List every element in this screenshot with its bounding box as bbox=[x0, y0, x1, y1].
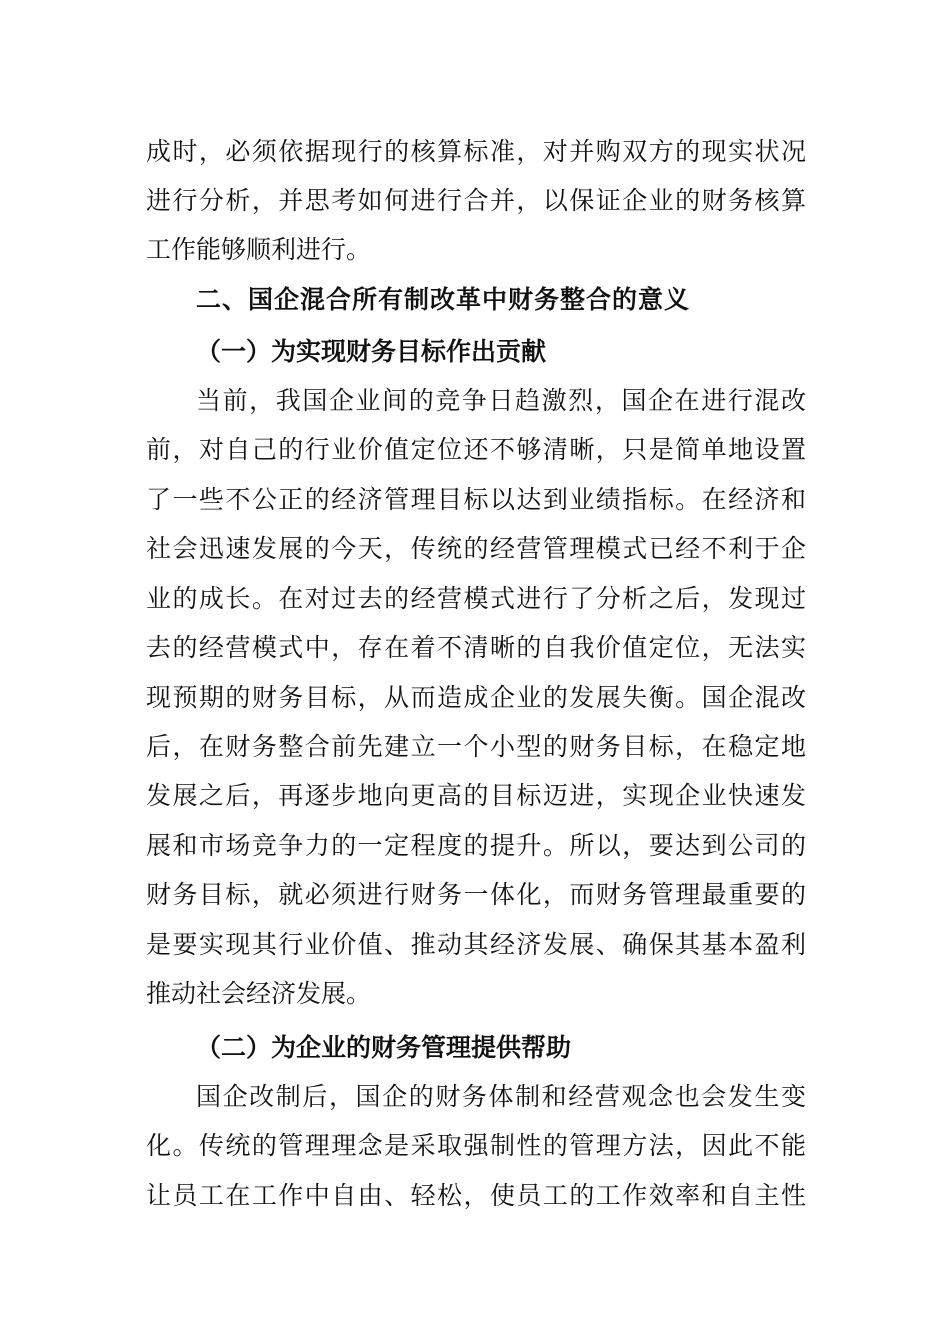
paragraph-line: 财务目标，就必须进行财务一体化，而财务管理最重要的 bbox=[146, 880, 806, 909]
paragraph-line: 现预期的财务目标，从而造成企业的发展失衡。国企混改 bbox=[146, 683, 806, 712]
subsection-heading: （一）为实现财务目标作出贡献 bbox=[196, 337, 547, 366]
paragraph-line: 国企改制后，国企的财务体制和经营观念也会发生变 bbox=[196, 1082, 806, 1111]
paragraph-line: 是要实现其行业价值、推动其经济发展、确保其基本盈利 bbox=[146, 930, 806, 959]
section-heading: 二、国企混合所有制改革中财务整合的意义 bbox=[196, 285, 691, 314]
paragraph-line: 前，对自己的行业价值定位还不够清晰，只是简单地设置 bbox=[146, 435, 806, 464]
paragraph-line: 发展之后，再逐步地向更高的目标迈进，实现企业快速发 bbox=[146, 781, 806, 810]
paragraph-line: 后，在财务整合前先建立一个小型的财务目标，在稳定地 bbox=[146, 732, 806, 761]
paragraph-line: 进行分析，并思考如何进行合并，以保证企业的财务核算 bbox=[146, 186, 806, 215]
paragraph-line: 社会迅速发展的今天，传统的经营管理模式已经不利于企 bbox=[146, 534, 806, 563]
paragraph-line: 去的经营模式中，存在着不清晰的自我价值定位，无法实 bbox=[146, 633, 806, 662]
paragraph-line: 让员工在工作中自由、轻松，使员工的工作效率和自主性 bbox=[146, 1181, 806, 1210]
paragraph-line: 工作能够顺利进行。 bbox=[146, 235, 372, 264]
subsection-heading: （二）为企业的财务管理提供帮助 bbox=[196, 1033, 572, 1062]
paragraph-line: 当前，我国企业间的竞争日趋激烈，国企在进行混改 bbox=[196, 386, 806, 415]
paragraph-line: 化。传统的管理理念是采取强制性的管理方法，因此不能 bbox=[146, 1131, 806, 1160]
paragraph-line: 展和市场竞争力的一定程度的提升。所以，要达到公司的 bbox=[146, 831, 806, 860]
paragraph-line: 业的成长。在对过去的经营模式进行了分析之后，发现过 bbox=[146, 584, 806, 613]
paragraph-line: 了一些不公正的经济管理目标以达到业绩指标。在经济和 bbox=[146, 485, 806, 514]
paragraph-line: 成时，必须依据现行的核算标准，对并购双方的现实状况 bbox=[146, 137, 806, 166]
paragraph-line: 推动社会经济发展。 bbox=[146, 979, 372, 1008]
